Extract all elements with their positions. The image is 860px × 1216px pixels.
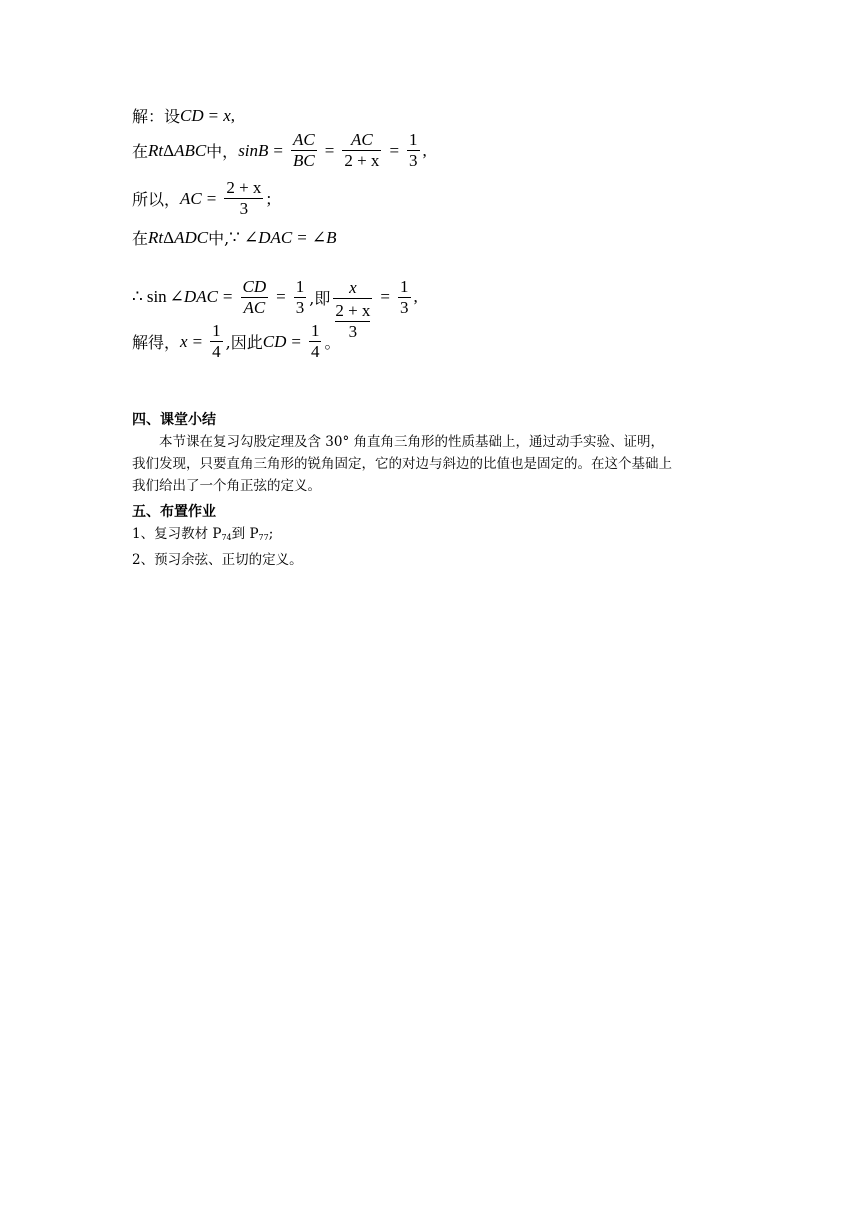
fraction-ac-2x (342, 130, 381, 171)
comma: , (230, 105, 236, 125)
fraction-one-third (398, 277, 411, 318)
triangle-symbol: Δ (163, 227, 175, 247)
comma: , (413, 287, 418, 306)
fraction-one-fourth (309, 321, 322, 362)
text-zhong: 中, (208, 229, 230, 248)
fraction-cd-ac (241, 277, 269, 318)
homework-item-2: 2、预习余弦、正切的定义。 (132, 552, 303, 568)
nested-denominator: 3 (348, 322, 358, 341)
comma: , (422, 140, 427, 160)
equals-sign: = (206, 188, 217, 208)
page-subscript: 74 (221, 533, 232, 542)
fraction-numerator: 1 (310, 321, 320, 340)
semicolon: ; (266, 188, 272, 208)
homework-list (132, 523, 303, 571)
fraction-numerator: 2 + x (226, 178, 262, 197)
fraction-denominator: 4 (310, 342, 320, 361)
var-cd: CD (180, 105, 204, 125)
fraction-denominator: 3 (400, 297, 409, 317)
equals-sign: = (208, 105, 219, 125)
summary-paragraph (132, 431, 672, 497)
fraction-numerator: 1 (212, 321, 221, 340)
period: 。 (324, 333, 341, 352)
page-subscript: 77 (258, 533, 269, 542)
angle-b: ∠B (311, 227, 337, 247)
text-jiede: 解得， (132, 333, 181, 352)
fraction-2x-over-3 (224, 178, 263, 219)
solution-label: 解：设 (132, 107, 181, 126)
sin-function: sin (146, 287, 167, 306)
fraction-numerator: AC (351, 130, 373, 149)
because-symbol: ∵ (229, 227, 240, 247)
fraction-numerator: x (349, 278, 357, 297)
summary-heading: 四、课堂小结 (132, 412, 216, 428)
equals-sign: = (276, 287, 286, 306)
equals-sign: = (324, 140, 335, 160)
angle-dac: ∠DAC (169, 287, 218, 306)
equals-sign: = (273, 140, 284, 160)
equals-sign: = (192, 331, 203, 351)
nested-numerator: 2 + x (335, 301, 371, 320)
fraction-one-third (407, 130, 420, 171)
summary-line: 我们给出了一个角正弦的定义。 (132, 478, 321, 494)
solution-line-6 (132, 321, 340, 362)
fraction-one-third (294, 277, 307, 318)
equals-sign: = (297, 227, 307, 247)
text-zhong: 中， (206, 142, 239, 161)
summary-line: 本节课在复习勾股定理及含 30° 角直角三角形的性质基础上，通过动手实验、证明， (132, 434, 665, 450)
fraction-ac-bc (291, 130, 317, 171)
equals-sign: = (380, 287, 391, 306)
fraction-denominator: 3 (409, 151, 418, 170)
fraction-denominator: AC (243, 297, 266, 317)
text-yinci: ,因此 (225, 333, 263, 352)
var-ac: AC (180, 188, 202, 208)
equals-sign: = (222, 287, 233, 306)
solution-line-2 (132, 130, 427, 171)
var-x: x (180, 331, 188, 351)
fraction-numerator: AC (293, 130, 315, 149)
fraction-numerator: 1 (409, 130, 418, 149)
fraction-denominator: BC (293, 151, 315, 170)
summary-line: 我们发现，只要直角三角形的锐角固定，它的对边与斜边的比值也是固定的。在这个基础上 (132, 456, 672, 472)
homework-item-text: 到 P (231, 526, 259, 542)
fraction-numerator: 1 (295, 276, 305, 296)
solution-line-4 (132, 226, 336, 249)
triangle-adc: ADC (174, 227, 209, 247)
fraction-numerator: CD (242, 276, 267, 296)
fraction-denominator: 3 (239, 199, 249, 218)
text-zai: 在 (132, 229, 149, 248)
var-x: x (223, 105, 231, 125)
text-ji: ,即 (309, 288, 331, 308)
solution-line-1 (132, 104, 235, 127)
text-zai: 在 (132, 142, 149, 161)
solution-line-3 (132, 178, 271, 219)
text-suoyi: 所以， (132, 190, 181, 209)
text-rt: Rt (148, 227, 164, 247)
text-rt: Rt (148, 140, 164, 160)
fraction-denominator: 4 (212, 342, 221, 361)
homework-item-text: ; (268, 526, 274, 542)
var-cd: CD (262, 331, 287, 351)
homework-heading: 五、布置作业 (132, 504, 216, 520)
sin-b: sinB (238, 140, 269, 160)
equals-sign: = (291, 331, 301, 351)
equals-sign: = (389, 140, 400, 160)
triangle-abc: ABC (174, 140, 207, 160)
fraction-denominator: 3 (295, 297, 305, 317)
homework-item-1 (132, 523, 303, 549)
fraction-one-fourth (210, 321, 223, 362)
angle-dac: ∠DAC (243, 227, 293, 247)
homework-item-text: 1、复习教材 P (132, 526, 222, 542)
fraction-numerator: 1 (400, 276, 409, 296)
therefore-symbol: ∴ (132, 287, 143, 306)
triangle-symbol: Δ (163, 140, 175, 160)
fraction-denominator: 2 + x (344, 151, 380, 170)
